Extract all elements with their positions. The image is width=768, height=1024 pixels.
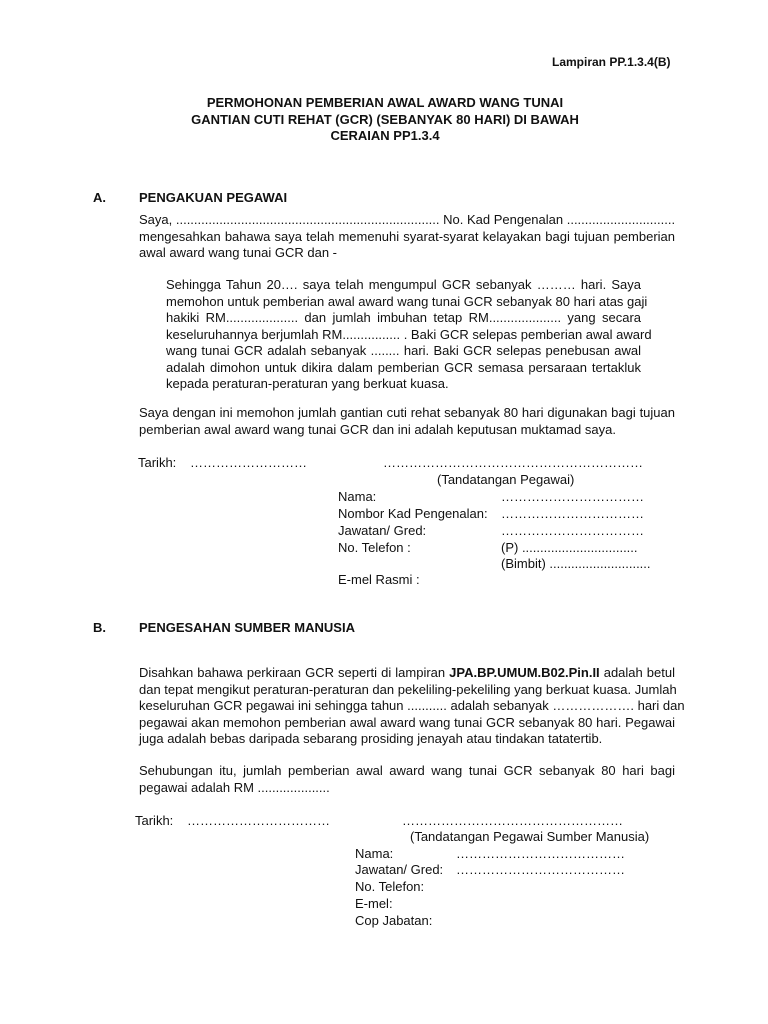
paragraph-line: adalah dimohon untuk dikira dalam pemberian GCR semasa persaraan tertakluk bbox=[166, 359, 641, 375]
field-label: No. Telefon: bbox=[355, 879, 425, 894]
section-a-date-label: Tarikh: bbox=[138, 455, 177, 470]
paragraph-line: kepada peraturan-peraturan yang berkuat kuasa. bbox=[166, 376, 449, 391]
paragraph-line: keseluruhan GCR pegawai ini sehingga tahun ........... adalah sebanyak ………………. hari dan bbox=[139, 698, 685, 713]
section-a-request-paragraph bbox=[139, 405, 675, 438]
name-field[interactable]: ………………………………… bbox=[456, 846, 625, 861]
section-b-date-label: Tarikh: bbox=[135, 813, 174, 828]
paragraph-line: juga adalah bebas daripada sebarang prosiding jenayah atau tindakan tatatertib. bbox=[139, 731, 603, 746]
paragraph-line: pegawai akan memohon pemberian awal award wang tunai GCR sebanyak 80 hari. Pegawai bbox=[139, 714, 675, 730]
title-line: GANTIAN CUTI REHAT (GCR) (SEBANYAK 80 HARI) DI BAWAH bbox=[191, 111, 579, 127]
section-b-signature-field[interactable]: …………………………………………… bbox=[402, 813, 623, 828]
paragraph-line: keseluruhannya berjumlah RM................ . Baki GCR selepas pemberian awal award bbox=[166, 326, 652, 342]
paragraph-line: wang tunai GCR adalah sebanyak ........ hari. Baki GCR selepas penebusan awal bbox=[166, 343, 641, 358]
field-label: Nama: bbox=[338, 489, 377, 504]
field-label: E-mel Rasmi : bbox=[338, 572, 420, 587]
section-b-letter: B. bbox=[93, 620, 106, 635]
name-field[interactable]: …………………………… bbox=[501, 489, 644, 504]
paragraph-line: Sehingga Tahun 20…. saya telah mengumpul GCR sebanyak ……… hari. Saya bbox=[166, 277, 641, 292]
paragraph-line: hakiki RM.................... dan jumlah imbuhan tetap RM.................... yang secara bbox=[166, 310, 641, 325]
section-b-signature-caption: (Tandatangan Pegawai Sumber Manusia) bbox=[410, 829, 650, 844]
paragraph-line: mengesahkan bahawa saya telah memenuhi syarat-syarat kelayakan bagi tujuan pemberian bbox=[139, 228, 675, 244]
section-b-date-field[interactable]: …………………………… bbox=[187, 813, 330, 828]
field-label: Cop Jabatan: bbox=[355, 913, 433, 928]
section-b-amount-paragraph bbox=[139, 763, 675, 796]
section-a-signature-caption: (Tandatangan Pegawai) bbox=[437, 472, 575, 487]
field-label: No. Telefon : bbox=[338, 540, 411, 555]
paragraph-line: Saya dengan ini memohon jumlah gantian cuti rehat sebanyak 80 hari digunakan bagi tujuan bbox=[139, 405, 675, 420]
position-grade-field[interactable]: …………………………… bbox=[501, 523, 644, 538]
ic-number-field[interactable]: …………………………… bbox=[501, 506, 644, 521]
paragraph-line: pemberian awal award wang tunai GCR dan ini adalah keputusan muktamad saya. bbox=[139, 421, 616, 437]
section-b-verification-paragraph bbox=[139, 665, 685, 748]
mobile-phone-field[interactable]: (Bimbit) ............................ bbox=[501, 556, 651, 571]
paragraph-line: pegawai adalah RM .................... bbox=[139, 779, 330, 795]
paragraph-line: Sehubungan itu, jumlah pemberian awal award wang tunai GCR sebanyak 80 hari bagi bbox=[139, 763, 675, 778]
document-title bbox=[150, 95, 620, 145]
paragraph-line: dan tepat mengikut peraturan-peraturan dan pekeliling-pekeliling yang berkuat kuasa. Jumlah bbox=[139, 681, 677, 697]
appendix-reference: Lampiran PP.1.3.4(B) bbox=[552, 55, 671, 69]
paragraph-line bbox=[139, 665, 675, 682]
title-line: PERMOHONAN PEMBERIAN AWAL AWARD WANG TUNAI bbox=[206, 95, 564, 110]
section-a-declaration-paragraph bbox=[139, 212, 675, 262]
reference-code: JPA.BP.UMUM.B02.Pin.II bbox=[449, 665, 600, 680]
position-grade-field[interactable]: ………………………………… bbox=[456, 862, 625, 877]
field-label: Jawatan/ Gred: bbox=[338, 523, 427, 538]
text-run: adalah betul bbox=[599, 665, 676, 680]
section-a-heading: PENGAKUAN PEGAWAI bbox=[139, 190, 288, 205]
paragraph-line: Saya, ......................................................................... No. Kad Pengenalan .............................. bbox=[139, 212, 676, 227]
title-line: CERAIAN PP1.3.4 bbox=[330, 128, 440, 143]
field-label: Nama: bbox=[355, 846, 394, 861]
field-label: Jawatan/ Gred: bbox=[355, 862, 444, 877]
field-label: E-mel: bbox=[355, 896, 393, 911]
paragraph-line: memohon untuk pemberian awal award wang tunai GCR sebanyak 80 hari atas gaji bbox=[166, 293, 648, 309]
section-a-gcr-paragraph bbox=[166, 277, 652, 393]
field-label: Nombor Kad Pengenalan: bbox=[338, 506, 488, 521]
section-a-date-field[interactable]: ……………………… bbox=[190, 455, 307, 470]
section-b-heading: PENGESAHAN SUMBER MANUSIA bbox=[139, 620, 355, 635]
office-phone-field[interactable]: (P) ................................ bbox=[501, 540, 638, 555]
text-run: Disahkan bahawa perkiraan GCR seperti di lampiran bbox=[139, 665, 450, 680]
section-a-letter: A. bbox=[93, 190, 106, 205]
section-a-signature-field[interactable]: …………………………………………………… bbox=[383, 455, 643, 470]
paragraph-line: awal award wang tunai GCR dan - bbox=[139, 245, 337, 260]
